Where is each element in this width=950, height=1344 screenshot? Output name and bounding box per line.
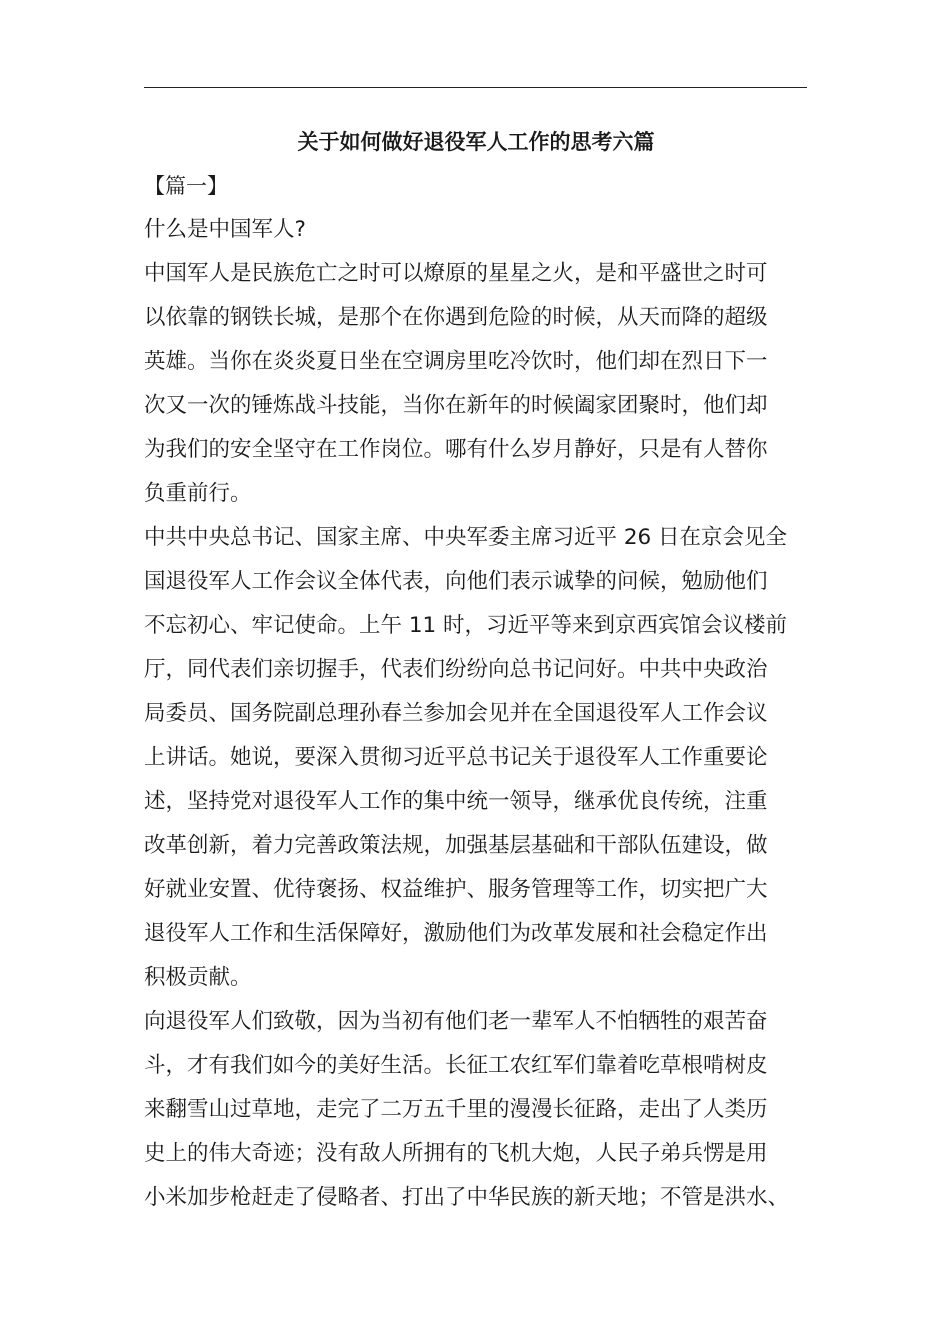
text-line: 小米加步枪赶走了侵略者、打出了中华民族的新天地；不管是洪水、 (144, 1185, 790, 1210)
text-line: 以依靠的钢铁长城，是那个在你遇到危险的时候，从天而降的超级 (144, 305, 768, 330)
text-line: 改革创新，着力完善政策法规，加强基层基础和干部队伍建设，做 (144, 833, 768, 858)
paragraph (144, 208, 808, 252)
header-rule (144, 87, 807, 88)
text-line: 中共中央总书记、国家主席、中央军委主席习近平 26 日在京会见全 (144, 525, 788, 550)
paragraph (144, 1000, 808, 1220)
document-title: 关于如何做好退役军人工作的思考六篇 (297, 130, 655, 154)
text-line: 退役军人工作和生活保障好，激励他们为改革发展和社会稳定作出 (144, 921, 768, 946)
text-line: 上讲话。她说，要深入贯彻习近平总书记关于退役军人工作重要论 (144, 745, 768, 770)
text-line: 斗，才有我们如今的美好生活。长征工农红军们靠着吃草根啃树皮 (144, 1053, 768, 1078)
text-line: 来翻雪山过草地，走完了二万五千里的漫漫长征路，走出了人类历 (144, 1097, 768, 1122)
text-line: 史上的伟大奇迹；没有敌人所拥有的飞机大炮，人民子弟兵愣是用 (144, 1141, 768, 1166)
text-line: 什么是中国军人? (144, 217, 306, 242)
text-line: 次又一次的锤炼战斗技能，当你在新年的时候阖家团聚时，他们却 (144, 393, 768, 418)
section-label: 【篇一】 (144, 174, 228, 198)
paragraph (144, 252, 808, 516)
text-line: 中国军人是民族危亡之时可以燎原的星星之火，是和平盛世之时可 (144, 261, 768, 286)
text-line: 不忘初心、牢记使命。上午 11 时，习近平等来到京西宾馆会议楼前 (144, 613, 788, 638)
text-line: 向退役军人们致敬，因为当初有他们老一辈军人不怕牺牲的艰苦奋 (144, 1009, 768, 1034)
text-line: 积极贡献。 (144, 965, 252, 990)
text-line: 好就业安置、优待褒扬、权益维护、服务管理等工作，切实把广大 (144, 877, 768, 902)
text-line: 国退役军人工作会议全体代表，向他们表示诚挚的问候，勉励他们 (144, 569, 768, 594)
text-line: 英雄。当你在炎炎夏日坐在空调房里吃冷饮时，他们却在烈日下一 (144, 349, 768, 374)
text-line: 厅，同代表们亲切握手，代表们纷纷向总书记问好。中共中央政治 (144, 657, 768, 682)
text-line: 为我们的安全坚守在工作岗位。哪有什么岁月静好，只是有人替你 (144, 437, 768, 462)
text-line: 局委员、国务院副总理孙春兰参加会见并在全国退役军人工作会议 (144, 701, 768, 726)
paragraph (144, 516, 808, 1000)
text-line: 负重前行。 (144, 481, 252, 506)
document-body (144, 120, 808, 1220)
text-line: 述，坚持党对退役军人工作的集中统一领导，继承优良传统，注重 (144, 789, 768, 814)
